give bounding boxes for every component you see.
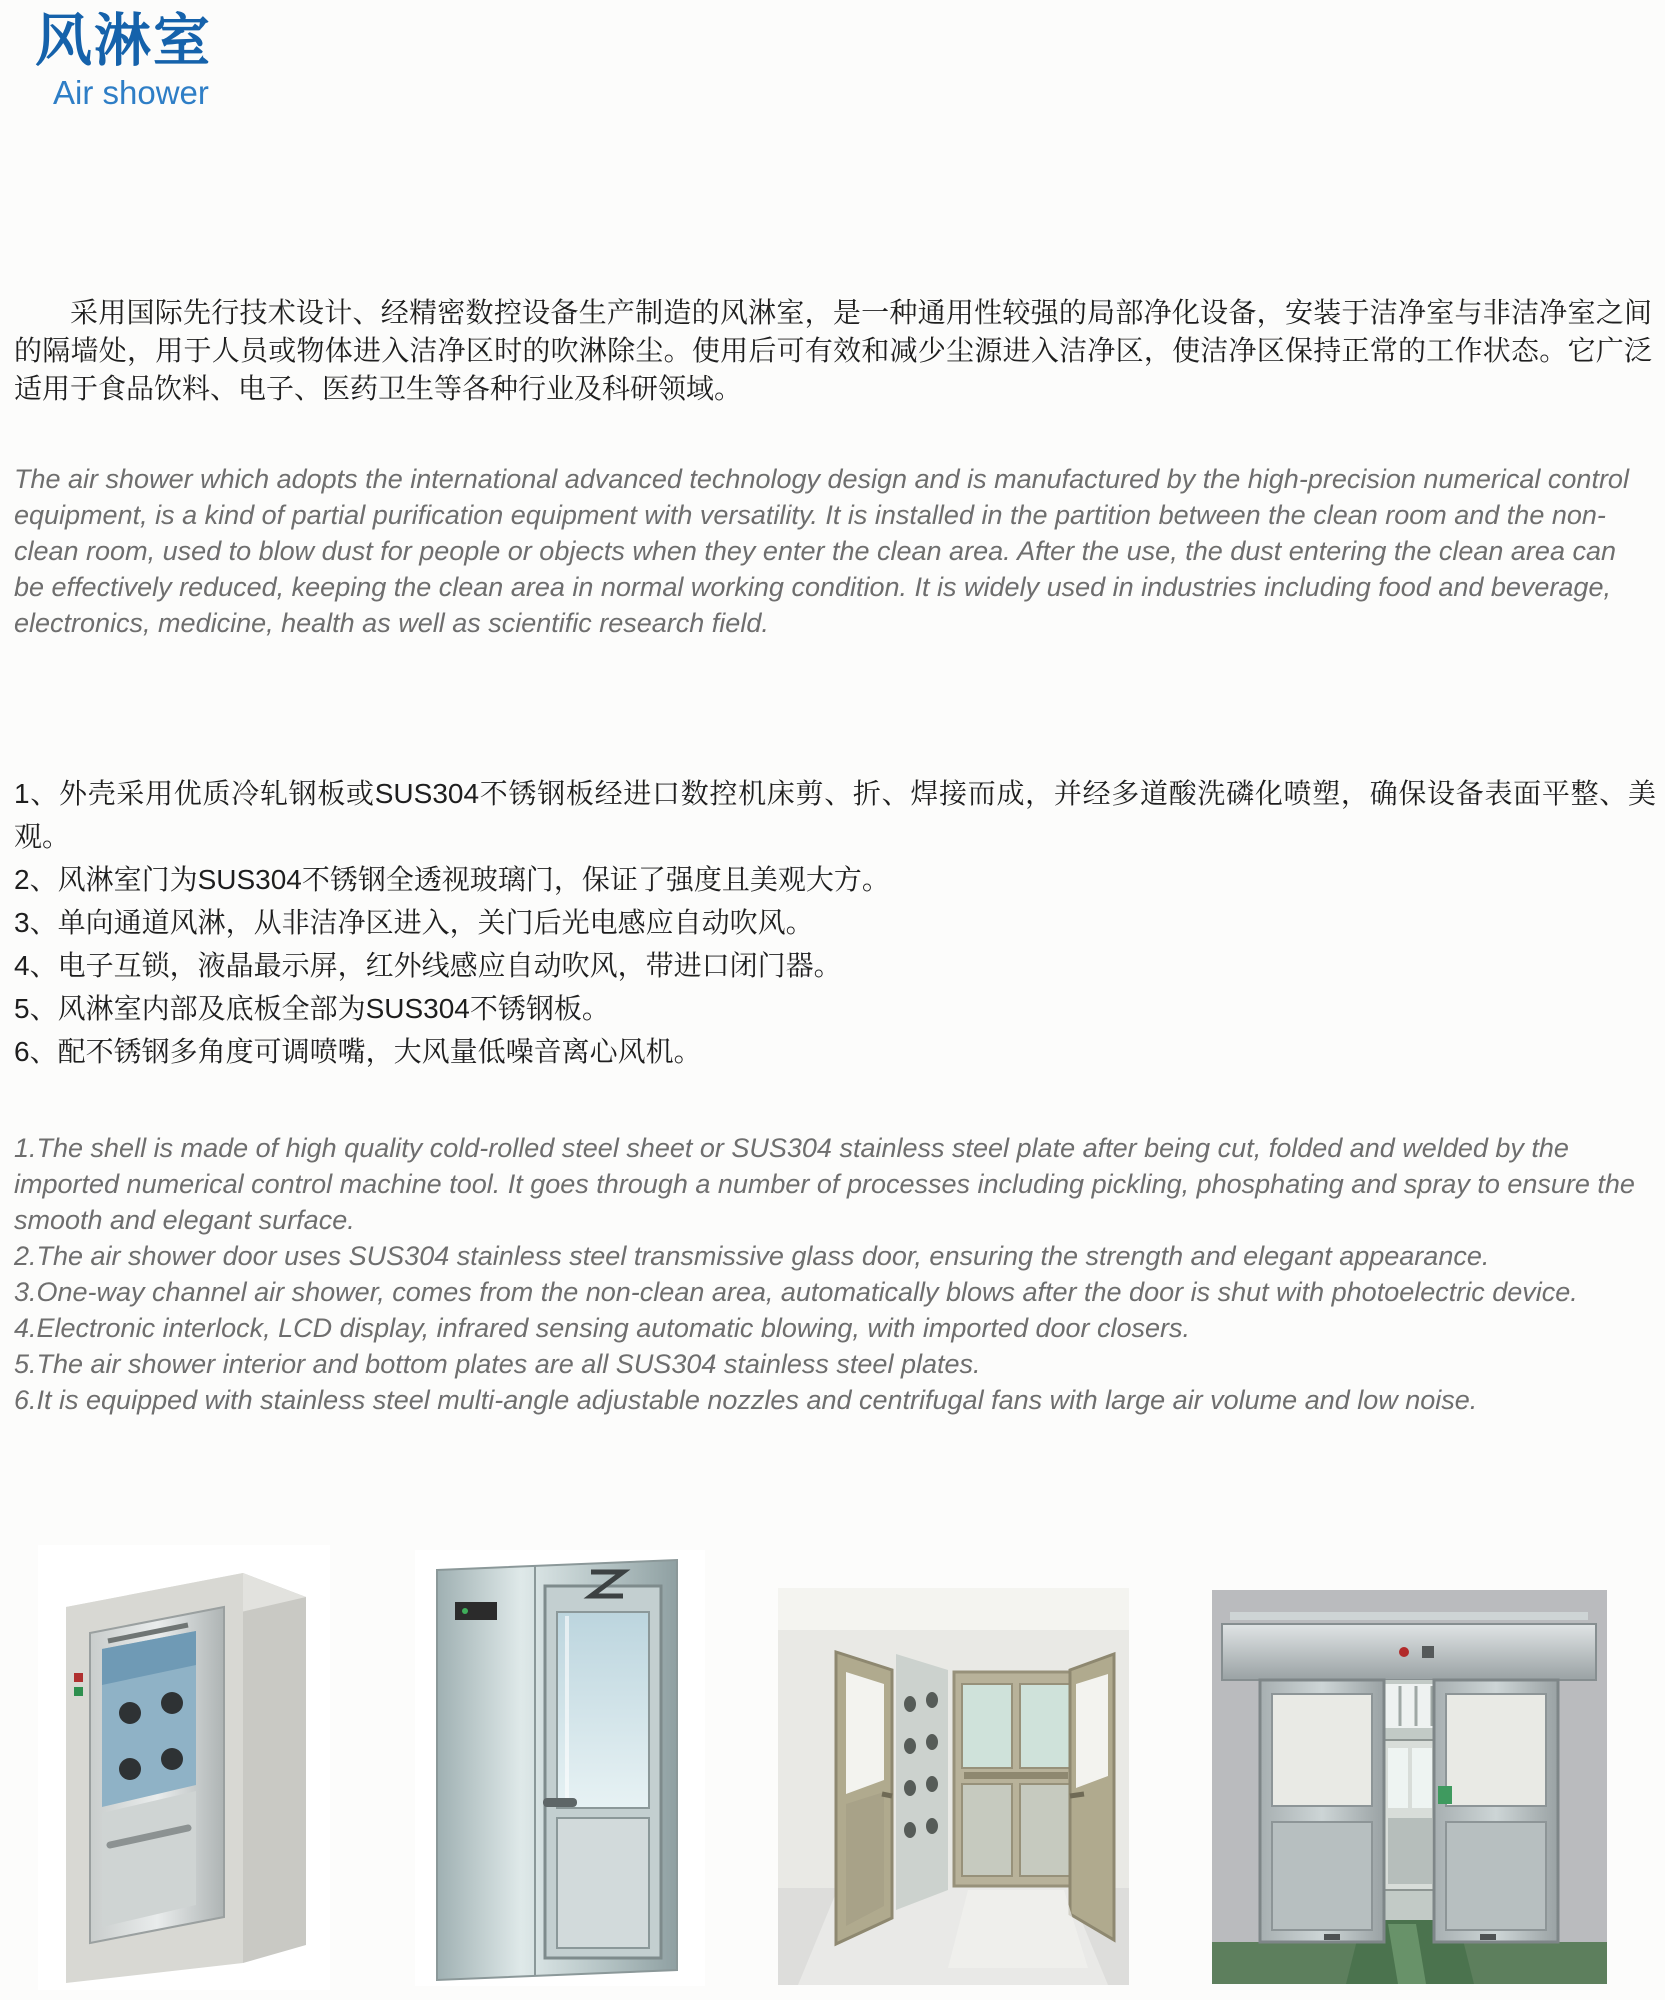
intro-paragraph-english: The air shower which adopts the international advanced technology design and is manufactured by the high-precision numerical control equipment, is a kind of partial purification equipment with versatility. It is installed in the partition between the clean room and the non-clean room, used to blow dust for people or objects when they enter the clean area. After the use, the dust entering the clean area can be effectively reduced, keeping the clean area in normal working condition. It is widely used in industries including food and beverage, electronics, medicine, health as well as scientific research field. [14,464,1629,638]
feature-zh-6: 6、配不锈钢多角度可调喷嘴，大风量低噪音离心风机。 [14,1036,702,1067]
product-photo-4-illustration [1212,1590,1607,1984]
product-photo-cabinet-angled [38,1545,330,1990]
product-photo-cleanroom-interior [778,1588,1129,1985]
feature-en-1: 1.The shell is made of high quality cold-rolled steel sheet or SUS304 stainless steel plate after being cut, folded and welded by the imported numerical control machine tool. It goes through a number of processes including pickling, phosphating and spray to ensure the smooth and elegant surface. [14,1133,1635,1235]
feature-en-5: 5.The air shower interior and bottom plates are all SUS304 stainless steel plates. [14,1349,981,1379]
feature-en-2: 2.The air shower door uses SUS304 stainless steel transmissive glass door, ensuring the strength and elegant appearance. [14,1241,1490,1271]
feature-zh-1: 1、外壳采用优质冷轧钢板或SUS304不锈钢板经进口数控机床剪、折、焊接而成，并经多道酸洗磷化喷塑，确保设备表面平整、美观。 [14,778,1656,852]
feature-zh-4: 4、电子互锁，液晶最示屏，红外线感应自动吹风，带进口闭门器。 [14,950,842,981]
product-photo-3-illustration [778,1588,1129,1985]
feature-zh-5: 5、风淋室内部及底板全部为SUS304不锈钢板。 [14,993,610,1024]
feature-en-3: 3.One-way channel air shower, comes from the non-clean area, automatically blows after the door is shut with photoelectric device. [14,1277,1578,1307]
product-photo-stainless-cabinet [415,1550,705,1986]
product-photo-1-illustration [38,1545,330,1990]
feature-list-english [14,1130,1656,1418]
feature-en-6: 6.It is equipped with stainless steel multi-angle adjustable nozzles and centrifugal fans with large air volume and low noise. [14,1385,1478,1415]
feature-en-4: 4.Electronic interlock, LCD display, infrared sensing automatic blowing, with imported door closers. [14,1313,1191,1343]
feature-list-chinese [14,772,1656,1073]
feature-zh-3: 3、单向通道风淋，从非洁净区进入，关门后光电感应自动吹风。 [14,907,814,938]
page-header [35,10,212,111]
product-photo-sliding-doors [1212,1590,1607,1984]
intro-paragraph-chinese: 采用国际先行技术设计、经精密数控设备生产制造的风淋室，是一种通用性较强的局部净化设备，安装于洁净室与非洁净室之间的隔墙处，用于人员或物体进入洁净区时的吹淋除尘。使用后可有效和减少尘源进入洁净区，使洁净区保持正常的工作状态。它广泛适用于食品饮料、电子、医药卫生等各种行业及科研领域。 [14,297,1652,404]
product-photo-2-illustration [415,1550,705,1986]
feature-zh-2: 2、风淋室门为SUS304不锈钢全透视玻璃门，保证了强度且美观大方。 [14,864,890,895]
page-title-english: Air shower [53,73,209,111]
page-title-chinese: 风淋室 [35,9,212,73]
